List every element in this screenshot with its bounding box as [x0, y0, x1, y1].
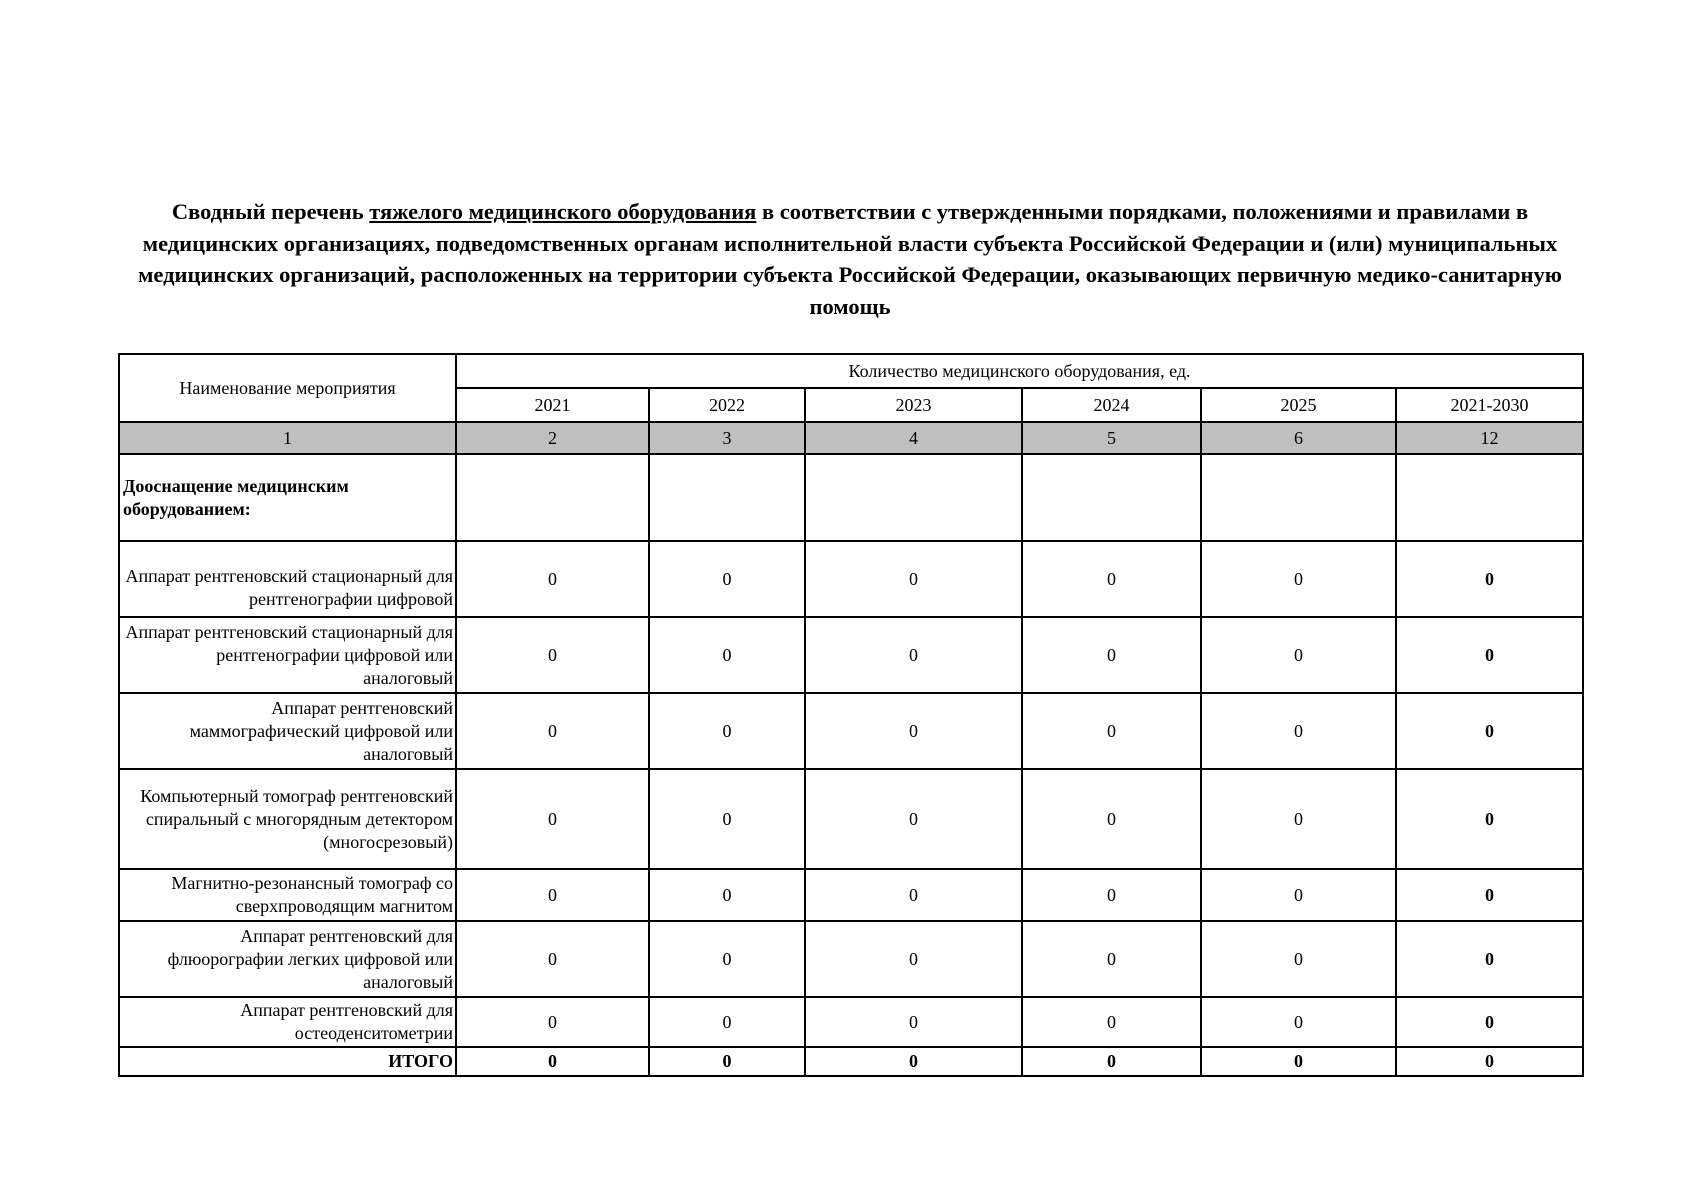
value-cell: 0 [805, 997, 1022, 1047]
value-cell: 0 [1022, 541, 1201, 617]
value-cell: 0 [649, 693, 805, 769]
table-row [119, 769, 1583, 869]
year-header: 2021 [456, 388, 649, 422]
total-cell: 0 [1201, 1047, 1396, 1076]
value-cell: 0 [649, 617, 805, 693]
equipment-table [118, 353, 1584, 1077]
value-cell: 0 [456, 769, 649, 869]
equipment-name: Аппарат рентгеновский стационарный для рентгенографии цифровой или аналоговый [119, 617, 456, 693]
column-number: 2 [456, 422, 649, 454]
total-label: ИТОГО [119, 1047, 456, 1076]
table-row [119, 997, 1583, 1047]
title-text-start: Сводный перечень [171, 199, 370, 224]
column-number: 4 [805, 422, 1022, 454]
value-cell: 0 [1022, 693, 1201, 769]
year-header: 2023 [805, 388, 1022, 422]
total-row [119, 1047, 1583, 1076]
column-number: 3 [649, 422, 805, 454]
total-value-cell: 0 [1396, 869, 1583, 921]
total-value-cell: 0 [1396, 769, 1583, 869]
value-cell: 0 [805, 769, 1022, 869]
table-row [119, 869, 1583, 921]
equipment-name: Аппарат рентгеновский для остеоденситометрии [119, 997, 456, 1047]
value-cell: 0 [1022, 617, 1201, 693]
total-cell: 0 [1396, 1047, 1583, 1076]
column-number-row [119, 422, 1583, 454]
value-cell: 0 [649, 869, 805, 921]
column-number: 12 [1396, 422, 1583, 454]
header-row-top [119, 354, 1583, 388]
equipment-name: Аппарат рентгеновский маммографический цифровой или аналоговый [119, 693, 456, 769]
total-value-cell: 0 [1396, 617, 1583, 693]
section-label: Дооснащение медицинским оборудованием: [119, 454, 456, 541]
header-quantity-cell: Количество медицинского оборудования, ед. [456, 354, 1583, 388]
year-header: 2021-2030 [1396, 388, 1583, 422]
total-cell: 0 [805, 1047, 1022, 1076]
total-value-cell: 0 [1396, 541, 1583, 617]
table-row [119, 693, 1583, 769]
empty-cell [1022, 454, 1201, 541]
value-cell: 0 [1022, 997, 1201, 1047]
total-value-cell: 0 [1396, 997, 1583, 1047]
value-cell: 0 [1022, 769, 1201, 869]
value-cell: 0 [456, 617, 649, 693]
value-cell: 0 [649, 921, 805, 997]
column-number: 1 [119, 422, 456, 454]
value-cell: 0 [1201, 869, 1396, 921]
empty-cell [1396, 454, 1583, 541]
value-cell: 0 [805, 617, 1022, 693]
equipment-name: Аппарат рентгеновский для флюорографии легких цифровой или аналоговый [119, 921, 456, 997]
year-header: 2024 [1022, 388, 1201, 422]
value-cell: 0 [456, 693, 649, 769]
title-text-end: в соответствии с утвержденными порядками, положениями и правилами в медицинских организациях, подведомственных органам исполнительной власти субъекта Российской Федерации и (или) муниципальных медицинских организаций, расположенных на территории субъекта Российской Федерации, оказывающих первичную медико-санитарную помощь [138, 199, 1562, 319]
total-cell: 0 [1022, 1047, 1201, 1076]
value-cell: 0 [456, 541, 649, 617]
column-number: 6 [1201, 422, 1396, 454]
value-cell: 0 [649, 541, 805, 617]
value-cell: 0 [805, 921, 1022, 997]
value-cell: 0 [1201, 617, 1396, 693]
empty-cell [649, 454, 805, 541]
value-cell: 0 [456, 921, 649, 997]
year-header: 2022 [649, 388, 805, 422]
section-row [119, 454, 1583, 541]
value-cell: 0 [649, 997, 805, 1047]
table-row [119, 617, 1583, 693]
value-cell: 0 [1201, 541, 1396, 617]
equipment-name: Компьютерный томограф рентгеновский спиральный с многорядным детектором (многосрезовый) [119, 769, 456, 869]
year-header: 2025 [1201, 388, 1396, 422]
empty-cell [1201, 454, 1396, 541]
value-cell: 0 [456, 997, 649, 1047]
value-cell: 0 [1201, 769, 1396, 869]
value-cell: 0 [1201, 921, 1396, 997]
header-name-cell: Наименование мероприятия [119, 354, 456, 422]
value-cell: 0 [805, 541, 1022, 617]
total-cell: 0 [649, 1047, 805, 1076]
column-number: 5 [1022, 422, 1201, 454]
document-title [110, 196, 1590, 322]
value-cell: 0 [1022, 869, 1201, 921]
total-cell: 0 [456, 1047, 649, 1076]
empty-cell [805, 454, 1022, 541]
value-cell: 0 [456, 869, 649, 921]
value-cell: 0 [1022, 921, 1201, 997]
total-value-cell: 0 [1396, 921, 1583, 997]
total-value-cell: 0 [1396, 693, 1583, 769]
table-row [119, 541, 1583, 617]
equipment-name: Аппарат рентгеновский стационарный для рентгенографии цифровой [119, 541, 456, 617]
value-cell: 0 [1201, 997, 1396, 1047]
value-cell: 0 [1201, 693, 1396, 769]
value-cell: 0 [805, 693, 1022, 769]
equipment-name: Магнитно-резонансный томограф со сверхпроводящим магнитом [119, 869, 456, 921]
table-row [119, 921, 1583, 997]
empty-cell [456, 454, 649, 541]
title-text-underlined: тяжелого медицинского оборудования [369, 199, 757, 224]
value-cell: 0 [649, 769, 805, 869]
value-cell: 0 [805, 869, 1022, 921]
